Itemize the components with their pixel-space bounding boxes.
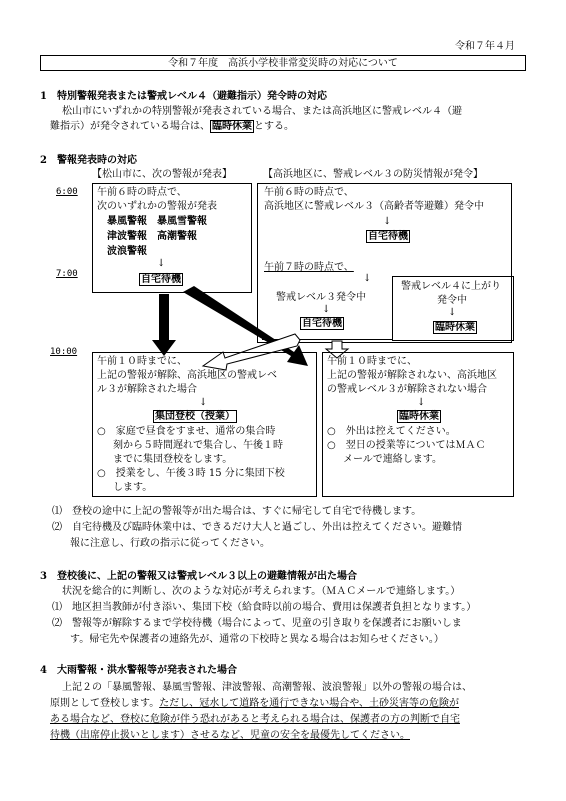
section3-item1: ⑴ 地区担当教師が付き添い、集団下校（給食時以前の場合、費用は保護者負担となります。） bbox=[52, 602, 477, 613]
arrow-down-icon: ↓ bbox=[322, 304, 331, 315]
closure-badge: 臨時休業 bbox=[212, 121, 252, 132]
level4-result-badge: 臨時休業 bbox=[435, 322, 475, 333]
section1-body-line1: 松山市にいずれかの特別警報が発表されている場合、または高浜地区に警戒レベル４（避 bbox=[62, 106, 462, 117]
thick-arrow-down bbox=[152, 294, 176, 356]
time-10: 10:00 bbox=[50, 347, 78, 357]
note-2a: ⑵ 自宅待機及び臨時休業中は、できるだけ大人と過ごし、外出は控えてください。避難情 bbox=[52, 522, 462, 533]
level3-box: 警戒レベル３発令中 ↓ 自宅待機 bbox=[262, 285, 392, 340]
right-column-title: 【高浜地区に、警戒レベル３の防災情報が発令】 bbox=[263, 169, 483, 180]
page-title: 令和７年度 高浜小学校非常変災時の対応について bbox=[168, 58, 398, 69]
section3-item2a: ⑵ 警報等が解除するまで学校待機（場合によって、児童の引き取りを保護者にお願いしま bbox=[52, 618, 462, 629]
section3-intro: 状況を総合的に判断し、次のような対応が考えられます。（ＭＡＣメールで連絡します。） bbox=[62, 586, 461, 597]
right-warning-box: 午前６時の時点で、 高浜地区に警戒レベル３（高齢者等避難）発令中 ↓ 自宅待機 午前７時の時点で、 ↓ bbox=[257, 183, 512, 343]
arrow-down-icon: ↓ bbox=[157, 258, 166, 269]
section4-line3: ある場合など、登校に危険が伴う恐れがあると考えられる場合は、保護者の方の判断で自宅 bbox=[50, 714, 460, 725]
section1-heading: 1 特別警報発表または警戒レベル４（避難指示）発令時の対応 bbox=[40, 91, 327, 102]
document-date: 令和７年４月 bbox=[455, 41, 515, 52]
bottom-left-box: 午前１０時までに、 上記の警報が解除、高浜地区の警戒レベ ル３が解除された場合 ↓ 集団登校（授業） ○ 家庭で昼食をすませ、通常の集合時 刻から５時間遅れで集合し、午後１時 までに集団登校をします。 ○ 授業をし、午後３時 15 分に集団下校 します。 bbox=[92, 352, 317, 497]
left-warning-box: 午前６時の時点で、 次のいずれかの警報が発表 暴風警報 暴風雪警報 津波警報 高潮警報 波浪警報 ↓ 自宅待機 bbox=[92, 183, 252, 293]
left-column-title: 【松山市に、次の警報が発表】 bbox=[92, 169, 232, 180]
section3-heading: 3 登校後に、上記の警報又は警戒レベル３以上の避難情報が出た場合 bbox=[40, 571, 357, 582]
left-result-badge: 自宅待機 bbox=[141, 274, 181, 285]
arrow-down-icon: ↓ bbox=[199, 397, 208, 408]
time-6: 6:00 bbox=[56, 187, 78, 197]
group-attendance-badge: 集団登校（授業） bbox=[155, 411, 235, 422]
section2-heading: 2 警報発表時の対応 bbox=[40, 155, 137, 166]
section4-line1: 上記２の「暴風警報、暴風雪警報、津波警報、高潮警報、波浪警報」以外の警報の場合は、 bbox=[62, 682, 472, 693]
section4-heading: 4 大雨警報・洪水警報等が発表された場合 bbox=[40, 665, 237, 676]
arrow-down-icon: ↓ bbox=[363, 273, 372, 284]
section4-line2: 原則として登校します。ただし、冠水して道路を通行できない場合や、土砂災害等の危険が bbox=[50, 698, 460, 709]
bottom-right-box: 午前１０時までに、 上記の警報が解除されない、高浜地区 の警戒レベル３が解除されない場合 ↓ 臨時休業 ○ 外出は控えてください。 ○ 翌日の授業等についてはＭＡＣ メールで連絡します。 bbox=[322, 352, 514, 497]
time-7: 7:00 bbox=[56, 269, 78, 279]
closure-result-badge: 臨時休業 bbox=[399, 411, 439, 422]
arrow-down-icon: ↓ bbox=[417, 397, 426, 408]
note-2b: 報に注意し、行政の指示に従ってください。 bbox=[70, 538, 270, 549]
section1-body-line2: 難指示）が発令されている場合は、 臨時休業 とする。 bbox=[50, 121, 294, 132]
note-1: ⑴ 登校の途中に上記の警報等が出た場合は、すぐに帰宅して自宅で待機します。 bbox=[52, 506, 422, 517]
level4-box: 警戒レベル４に上がり 発令中 ↓ 臨時休業 bbox=[392, 276, 514, 341]
arrow-down-icon: ↓ bbox=[448, 307, 457, 318]
level3-result-badge: 自宅待機 bbox=[302, 318, 342, 329]
section4-line4: 待機（出席停止扱いとします）させるなど、児童の安全を最優先してください。 bbox=[50, 730, 410, 741]
right-result-badge: 自宅待機 bbox=[368, 231, 408, 242]
arrow-down-icon: ↓ bbox=[383, 216, 392, 227]
section3-item2b: す。帰宅先や保護者の連絡先が、通常の下校時と異なる場合はお知らせください。） bbox=[70, 634, 444, 645]
